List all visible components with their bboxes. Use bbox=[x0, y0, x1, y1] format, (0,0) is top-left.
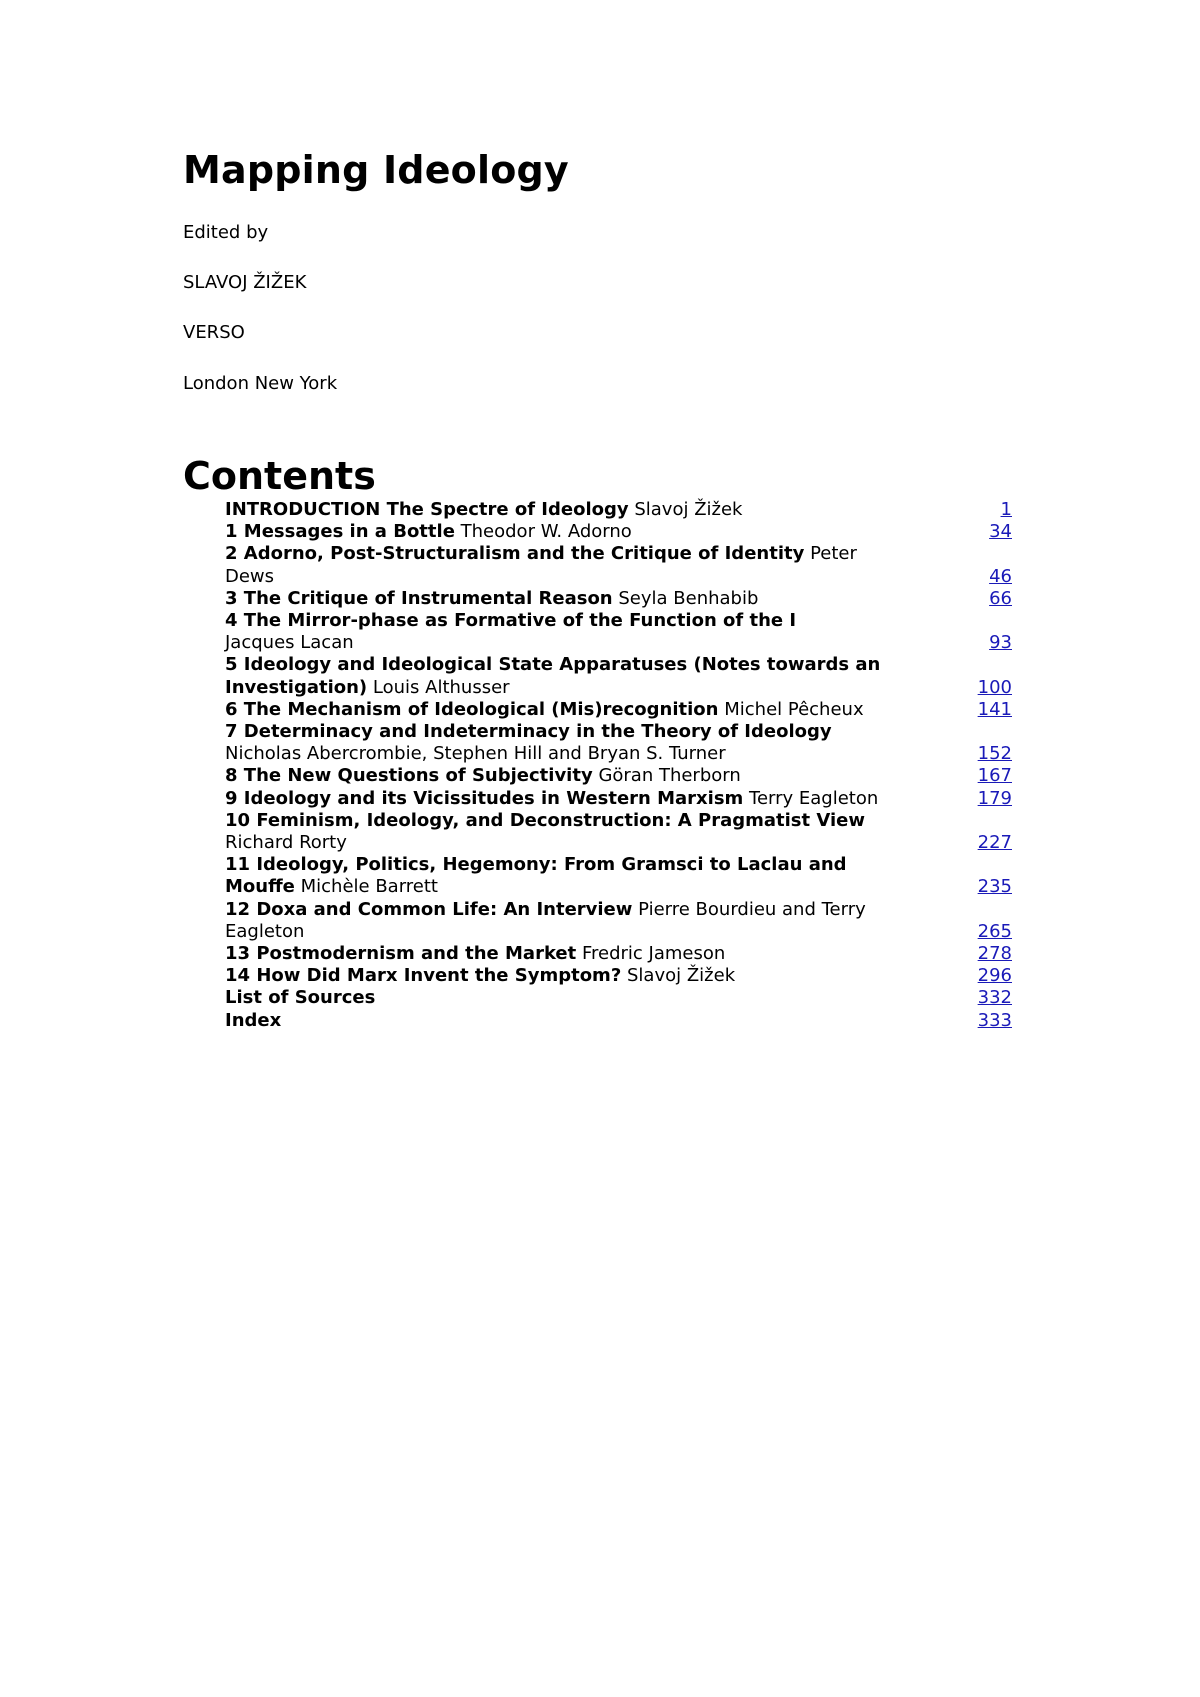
toc-entry-text bbox=[225, 610, 885, 654]
toc-page-link[interactable]: 100 bbox=[977, 676, 1012, 698]
toc-page-link[interactable]: 93 bbox=[989, 632, 1012, 654]
toc-page-link[interactable]: 265 bbox=[977, 920, 1012, 942]
toc-entry-title: 5 Ideology and Ideological State Apparatuses (Notes towards an Investigation) bbox=[225, 654, 881, 698]
toc-page-link[interactable]: 179 bbox=[977, 787, 1012, 809]
toc-entry-author: Louis Althusser bbox=[372, 676, 510, 698]
toc-entry-title: 14 How Did Marx Invent the Symptom? bbox=[225, 965, 622, 987]
toc-page-link[interactable]: 152 bbox=[977, 743, 1012, 765]
toc-entry-chapter-14 bbox=[225, 965, 1012, 987]
toc-entry-chapter-4 bbox=[225, 610, 1012, 654]
toc-entry-chapter-12 bbox=[225, 899, 1012, 943]
table-of-contents bbox=[225, 499, 1012, 1032]
toc-entry-chapter-8 bbox=[225, 765, 1012, 787]
toc-page-link[interactable]: 332 bbox=[977, 987, 1012, 1009]
toc-entry-text bbox=[225, 987, 885, 1009]
toc-entry-text bbox=[225, 965, 885, 987]
toc-entry-text bbox=[225, 543, 885, 587]
toc-page-link[interactable]: 227 bbox=[977, 832, 1012, 854]
toc-entry-title: 1 Messages in a Bottle bbox=[225, 521, 455, 543]
toc-entry-author: Terry Eagleton bbox=[749, 787, 879, 809]
toc-entry-author: Pierre Bourdieu and Terry Eagleton bbox=[225, 898, 866, 942]
toc-entry-title: Index bbox=[225, 1009, 282, 1031]
toc-entry-list-of-sources bbox=[225, 987, 1012, 1009]
toc-entry-chapter-1 bbox=[225, 521, 1012, 543]
toc-entry-author: Richard Rorty bbox=[225, 832, 347, 854]
toc-entry-title: 8 The New Questions of Subjectivity bbox=[225, 765, 593, 787]
toc-page-link[interactable]: 46 bbox=[989, 565, 1012, 587]
toc-page-link[interactable]: 1 bbox=[1000, 499, 1012, 520]
publisher-name: VERSO bbox=[183, 322, 245, 343]
toc-entry-introduction bbox=[225, 499, 1012, 521]
toc-entry-author: Fredric Jameson bbox=[581, 943, 726, 965]
toc-entry-author: Seyla Benhabib bbox=[618, 587, 759, 609]
toc-entry-title: 12 Doxa and Common Life: An Interview bbox=[225, 898, 633, 920]
toc-entry-text bbox=[225, 654, 885, 698]
toc-entry-text bbox=[225, 499, 885, 521]
toc-entry-author: Theodor W. Adorno bbox=[460, 521, 632, 543]
toc-page-link[interactable]: 296 bbox=[977, 965, 1012, 987]
toc-entry-chapter-5 bbox=[225, 654, 1012, 698]
toc-entry-chapter-2 bbox=[225, 543, 1012, 587]
contents-heading: Contents bbox=[183, 454, 376, 498]
toc-entry-chapter-13 bbox=[225, 943, 1012, 965]
toc-entry-title: 10 Feminism, Ideology, and Deconstruction: A Pragmatist View bbox=[225, 809, 865, 831]
toc-entry-chapter-10 bbox=[225, 810, 1012, 854]
toc-entry-title: List of Sources bbox=[225, 987, 376, 1009]
toc-entry-text bbox=[225, 699, 885, 721]
toc-entry-author: Slavoj Žižek bbox=[627, 965, 736, 987]
toc-entry-text bbox=[225, 943, 885, 965]
toc-entry-text bbox=[225, 788, 885, 810]
toc-entry-text bbox=[225, 765, 885, 787]
toc-page-link[interactable]: 278 bbox=[977, 943, 1012, 965]
toc-page-link[interactable]: 333 bbox=[977, 1009, 1012, 1031]
toc-entry-author: Nicholas Abercrombie, Stephen Hill and Bryan S. Turner bbox=[225, 743, 726, 765]
toc-page-link[interactable]: 167 bbox=[977, 765, 1012, 787]
toc-entry-chapter-11 bbox=[225, 854, 1012, 898]
toc-entry-index bbox=[225, 1010, 1012, 1032]
toc-entry-title: 9 Ideology and its Vicissitudes in Western Marxism bbox=[225, 787, 744, 809]
toc-entry-title: 4 The Mirror-phase as Formative of the Function of the I bbox=[225, 610, 797, 632]
toc-entry-title: 2 Adorno, Post-Structuralism and the Critique of Identity bbox=[225, 543, 805, 565]
toc-entry-author: Slavoj Žižek bbox=[634, 499, 743, 520]
toc-page-link[interactable]: 66 bbox=[989, 587, 1012, 609]
toc-entry-text bbox=[225, 1010, 885, 1032]
toc-entry-title: 7 Determinacy and Indeterminacy in the Theory of Ideology bbox=[225, 721, 832, 743]
toc-entry-text bbox=[225, 899, 885, 943]
toc-entry-author: Jacques Lacan bbox=[225, 632, 354, 654]
book-title: Mapping Ideology bbox=[183, 148, 569, 192]
toc-entry-chapter-7 bbox=[225, 721, 1012, 765]
toc-entry-author: Peter Dews bbox=[225, 543, 857, 587]
toc-entry-title: 13 Postmodernism and the Market bbox=[225, 943, 577, 965]
toc-entry-author: Michèle Barrett bbox=[300, 876, 438, 898]
publisher-place: London New York bbox=[183, 373, 338, 394]
toc-entry-text bbox=[225, 721, 885, 765]
editor-name: SLAVOJ ŽIŽEK bbox=[183, 272, 307, 293]
toc-entry-author: Göran Therborn bbox=[598, 765, 741, 787]
edited-by-label: Edited by bbox=[183, 222, 269, 243]
toc-entry-text bbox=[225, 521, 885, 543]
toc-entry-text bbox=[225, 854, 885, 898]
toc-page-link[interactable]: 34 bbox=[989, 521, 1012, 543]
toc-entry-title: 11 Ideology, Politics, Hegemony: From Gramsci to Laclau and Mouffe bbox=[225, 854, 847, 898]
toc-entry-text bbox=[225, 810, 885, 854]
toc-entry-chapter-6 bbox=[225, 699, 1012, 721]
toc-entry-title: 6 The Mechanism of Ideological (Mis)recognition bbox=[225, 698, 719, 720]
toc-entry-title: INTRODUCTION The Spectre of Ideology bbox=[225, 499, 629, 520]
toc-entry-chapter-9 bbox=[225, 788, 1012, 810]
toc-entry-author: Michel Pêcheux bbox=[724, 698, 864, 720]
toc-entry-chapter-3 bbox=[225, 588, 1012, 610]
toc-page-link[interactable]: 235 bbox=[977, 876, 1012, 898]
toc-page-link[interactable]: 141 bbox=[977, 698, 1012, 720]
toc-entry-text bbox=[225, 588, 885, 610]
toc-entry-title: 3 The Critique of Instrumental Reason bbox=[225, 587, 613, 609]
